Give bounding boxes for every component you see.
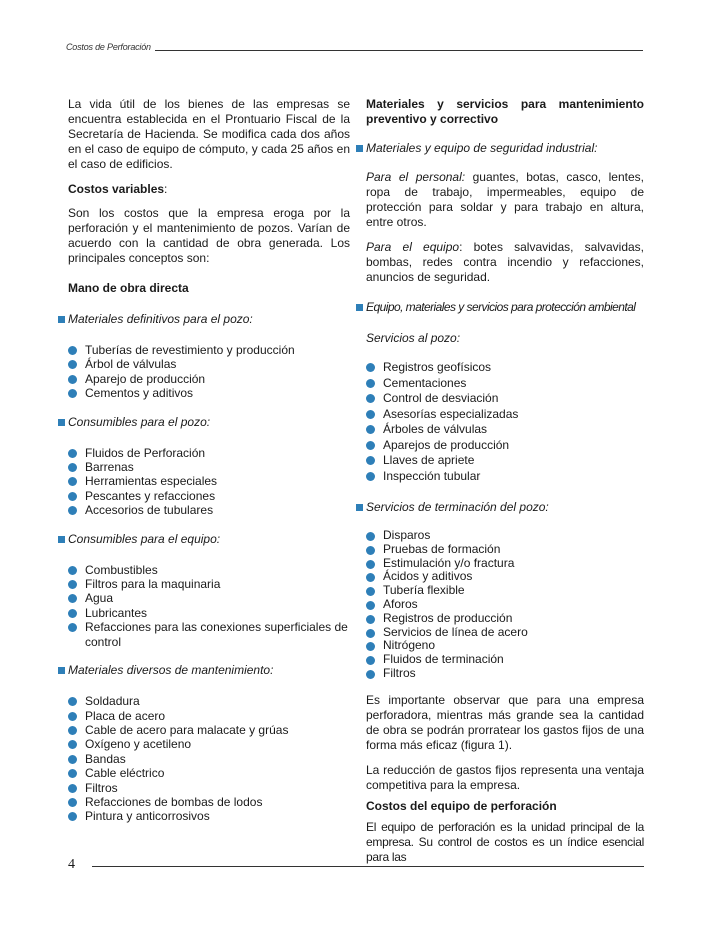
- list-item: [366, 584, 644, 598]
- bullet-dot-icon: [68, 784, 77, 793]
- intro-paragraph: La vida útil de los bienes de las empresas se encuentra establecida en el Prontuario Fiscal de la Secretaría de Hacienda. Se modifica cada dos años en el caso de equipo de cómputo, y cada 25 años en el caso de edificios.: [68, 97, 350, 171]
- list-consumibles-equipo: [68, 563, 350, 649]
- list-item: [68, 606, 350, 620]
- list-item-text: Barrenas: [85, 460, 134, 475]
- list-item: [366, 422, 644, 438]
- costos-variables-heading: [68, 182, 350, 197]
- list-item-text: Filtros: [85, 780, 118, 795]
- list-item-text: Soldadura: [85, 694, 140, 709]
- section-terminacion: [366, 500, 644, 515]
- bullet-dot-icon: [68, 463, 77, 472]
- list-item-text: Bandas: [85, 751, 126, 766]
- list-item: [366, 360, 644, 376]
- section-title: Materiales diversos de mantenimiento:: [68, 663, 274, 678]
- list-item: [366, 639, 644, 653]
- square-bullet-icon: [58, 316, 65, 323]
- list-item-text: Refacciones de bombas de lodos: [85, 794, 263, 809]
- list-item-text: Cable eléctrico: [85, 766, 165, 781]
- bullet-dot-icon: [68, 609, 77, 618]
- list-item: [366, 469, 644, 485]
- personal-text: guantes, botas, casco, lentes, ropa de trabajo, impermeables, equipo de protección para soldar y para trabajo en altura, entre otros.: [366, 170, 644, 229]
- list-item-text: Agua: [85, 591, 114, 606]
- bullet-dot-icon: [366, 560, 375, 569]
- right-column: [366, 97, 644, 875]
- square-bullet-icon: [356, 304, 363, 311]
- list-item: [68, 781, 350, 795]
- bullet-dot-icon: [366, 441, 375, 450]
- list-item-text: Fluidos de Perforación: [85, 445, 206, 460]
- bullet-dot-icon: [68, 726, 77, 735]
- bullet-dot-icon: [366, 394, 375, 403]
- list-item-text: Disparos: [383, 528, 431, 542]
- list-item-text: Registros de producción: [383, 610, 513, 625]
- list-item: [68, 386, 350, 400]
- prorratear-paragraph: Es importante observar que para una empresa perforadora, mientras más grande sea la cantidad de obra se podrán prorratear los gastos fijos de una forma más eficaz (figura 1).: [366, 692, 644, 752]
- list-item-text: Oxígeno y acetileno: [85, 737, 192, 752]
- list-item-text: Aparejo de producción: [85, 371, 206, 386]
- bullet-dot-icon: [366, 656, 375, 665]
- list-item-text: Asesorías especializadas: [383, 406, 519, 421]
- section-title: Materiales definitivos para el pozo:: [68, 312, 253, 326]
- bullet-dot-icon: [68, 566, 77, 575]
- bullet-dot-icon: [68, 346, 77, 355]
- servicios-pozo-title: Servicios al pozo:: [366, 331, 461, 345]
- bullet-dot-icon: [68, 580, 77, 589]
- costos-equipo-heading: Costos del equipo de perforación: [366, 798, 557, 813]
- section-title: Consumibles para el pozo:: [68, 414, 211, 429]
- header-rule: [155, 50, 643, 51]
- section-title: Consumibles para el equipo:: [68, 531, 221, 546]
- equipo-label: Para el equipo: [366, 240, 460, 254]
- list-item: [68, 577, 350, 591]
- list-item: [68, 446, 350, 460]
- list-materiales-definitivos: [68, 343, 350, 401]
- list-item-text: Tuberías de revestimiento y producción: [85, 343, 295, 357]
- section-title: Servicios de terminación del pozo:: [366, 500, 549, 514]
- square-bullet-icon: [58, 419, 65, 426]
- section-materiales-definitivos: [68, 312, 350, 327]
- bullet-dot-icon: [366, 379, 375, 388]
- bullet-dot-icon: [366, 670, 375, 679]
- equipo-text: : botes salvavidas, salvavidas, bombas, redes contra incendio y refacciones, anuncios de seguridad.: [366, 240, 645, 284]
- list-item: [68, 795, 350, 809]
- list-item-text: Control de desviación: [383, 391, 499, 405]
- bullet-dot-icon: [68, 375, 77, 384]
- bullet-dot-icon: [68, 755, 77, 764]
- square-bullet-icon: [356, 504, 363, 511]
- list-item-text: Combustibles: [85, 562, 158, 577]
- list-item-text: Pescantes y refacciones: [85, 488, 216, 503]
- list-item-text: Llaves de apriete: [383, 453, 475, 467]
- left-column: [68, 97, 350, 838]
- bullet-dot-icon: [366, 546, 375, 555]
- section-consumibles-equipo: [68, 532, 350, 547]
- list-item: [68, 809, 350, 823]
- list-item: [366, 612, 644, 626]
- list-item: [366, 543, 644, 557]
- list-item-text: Nitrógeno: [383, 638, 436, 653]
- equipo-perforacion-paragraph: El equipo de perforación es la unidad principal de la empresa. Su control de costos es un índice esencial para las: [366, 819, 644, 864]
- section-title: Equipo, materiales y servicios para protección ambiental: [366, 300, 636, 314]
- personal-label: Para el personal:: [366, 170, 466, 184]
- bullet-dot-icon: [68, 712, 77, 721]
- list-item-text: Servicios de línea de acero: [383, 624, 528, 639]
- bullet-dot-icon: [68, 389, 77, 398]
- list-item: [68, 694, 350, 708]
- costos-variables-colon: :: [164, 182, 168, 196]
- list-item: [68, 474, 350, 488]
- bullet-dot-icon: [68, 477, 77, 486]
- list-item-text: Árbol de válvulas: [85, 357, 177, 372]
- list-item: [366, 376, 644, 392]
- list-item-text: Cementaciones: [383, 375, 467, 390]
- bullet-dot-icon: [68, 812, 77, 821]
- bullet-dot-icon: [366, 472, 375, 481]
- equipo-paragraph: [366, 240, 644, 285]
- list-item-text: Filtros para la maquinaria: [85, 577, 221, 592]
- bullet-dot-icon: [68, 506, 77, 515]
- list-materiales-diversos: [68, 694, 350, 824]
- bullet-dot-icon: [366, 642, 375, 651]
- list-item: [366, 598, 644, 612]
- mano-obra-heading: Mano de obra directa: [68, 281, 189, 295]
- footer-rule: [92, 866, 644, 867]
- list-item: [366, 626, 644, 640]
- list-item: [366, 570, 644, 584]
- list-item-text: Pintura y anticorrosivos: [85, 809, 210, 824]
- list-item-text: Filtros: [383, 665, 416, 680]
- list-item: [68, 372, 350, 386]
- bullet-dot-icon: [366, 629, 375, 638]
- list-item-text: Aparejos de producción: [383, 437, 510, 452]
- list-item: [68, 591, 350, 605]
- list-item-text: Herramientas especiales: [85, 474, 218, 489]
- bullet-dot-icon: [366, 587, 375, 596]
- running-header: Costos de Perforación: [66, 42, 151, 52]
- personal-paragraph: [366, 170, 644, 230]
- bullet-dot-icon: [366, 456, 375, 465]
- gastos-fijos-paragraph: La reducción de gastos fijos representa una ventaja competitiva para la empresa.: [366, 762, 644, 792]
- list-item: [366, 653, 644, 667]
- list-item: [68, 460, 350, 474]
- list-item: [68, 563, 350, 577]
- list-item: [366, 529, 644, 543]
- bullet-dot-icon: [366, 615, 375, 624]
- list-item: [68, 343, 350, 357]
- section-ambiental: [366, 300, 644, 315]
- list-item-text: Accesorios de tubulares: [85, 503, 214, 518]
- square-bullet-icon: [58, 667, 65, 674]
- list-item: [68, 503, 350, 517]
- bullet-dot-icon: [366, 363, 375, 372]
- list-item: [68, 752, 350, 766]
- list-item-text: Cementos y aditivos: [85, 386, 194, 401]
- section-consumibles-pozo: [68, 415, 350, 430]
- list-item-text: Árboles de válvulas: [383, 422, 488, 436]
- list-item: [68, 737, 350, 751]
- bullet-dot-icon: [68, 697, 77, 706]
- bullet-dot-icon: [366, 532, 375, 541]
- bullet-dot-icon: [68, 769, 77, 778]
- list-item: [68, 709, 350, 723]
- list-item-text: Registros geofísicos: [383, 360, 492, 374]
- list-terminacion: [366, 529, 644, 681]
- list-item-text: Placa de acero: [85, 708, 166, 723]
- list-item: [366, 453, 644, 469]
- mantenimiento-heading: Materiales y servicios para mantenimiento preventivo y correctivo: [366, 97, 644, 126]
- bullet-dot-icon: [366, 425, 375, 434]
- bullet-dot-icon: [366, 601, 375, 610]
- list-servicios-pozo: [366, 360, 644, 484]
- bullet-dot-icon: [68, 798, 77, 807]
- list-item: [68, 766, 350, 780]
- section-title: Materiales y equipo de seguridad industrial:: [366, 141, 598, 155]
- bullet-dot-icon: [68, 594, 77, 603]
- bullet-dot-icon: [68, 360, 77, 369]
- list-item-text: Inspección tubular: [383, 468, 481, 483]
- bullet-dot-icon: [68, 492, 77, 501]
- list-item-text: Fluidos de terminación: [383, 652, 504, 667]
- bullet-dot-icon: [68, 623, 77, 632]
- square-bullet-icon: [356, 145, 363, 152]
- list-item: [366, 667, 644, 681]
- list-item-text: Ácidos y aditivos: [383, 569, 473, 584]
- list-item-text: Cable de acero para malacate y grúas: [85, 722, 289, 737]
- list-item-text: Tubería flexible: [383, 583, 465, 598]
- bullet-dot-icon: [68, 449, 77, 458]
- bullet-dot-icon: [366, 573, 375, 582]
- list-consumibles-pozo: [68, 446, 350, 518]
- bullet-dot-icon: [366, 410, 375, 419]
- list-item-text: Pruebas de formación: [383, 541, 501, 556]
- section-seguridad: [366, 141, 644, 156]
- list-item-text: Lubricantes: [85, 605, 148, 620]
- costos-variables-title: Costos variables: [68, 182, 165, 196]
- bullet-dot-icon: [68, 740, 77, 749]
- square-bullet-icon: [58, 536, 65, 543]
- list-item-text: Refacciones para las conexiones superficiales de control: [85, 620, 348, 649]
- list-item: [68, 357, 350, 371]
- costos-variables-paragraph: Son los costos que la empresa eroga por la perforación y el mantenimiento de pozos. Varían de acuerdo con la cantidad de obra generada. Los principales conceptos son:: [68, 206, 350, 265]
- section-materiales-diversos: [68, 663, 350, 678]
- page-number: 4: [68, 857, 75, 872]
- list-item-text: Estimulación y/o fractura: [383, 555, 515, 570]
- list-item: [366, 407, 644, 423]
- list-item: [68, 723, 350, 737]
- list-item: [68, 489, 350, 503]
- list-item-text: Aforos: [383, 596, 418, 611]
- list-item: [366, 438, 644, 454]
- list-item: [68, 620, 350, 649]
- list-item: [366, 391, 644, 407]
